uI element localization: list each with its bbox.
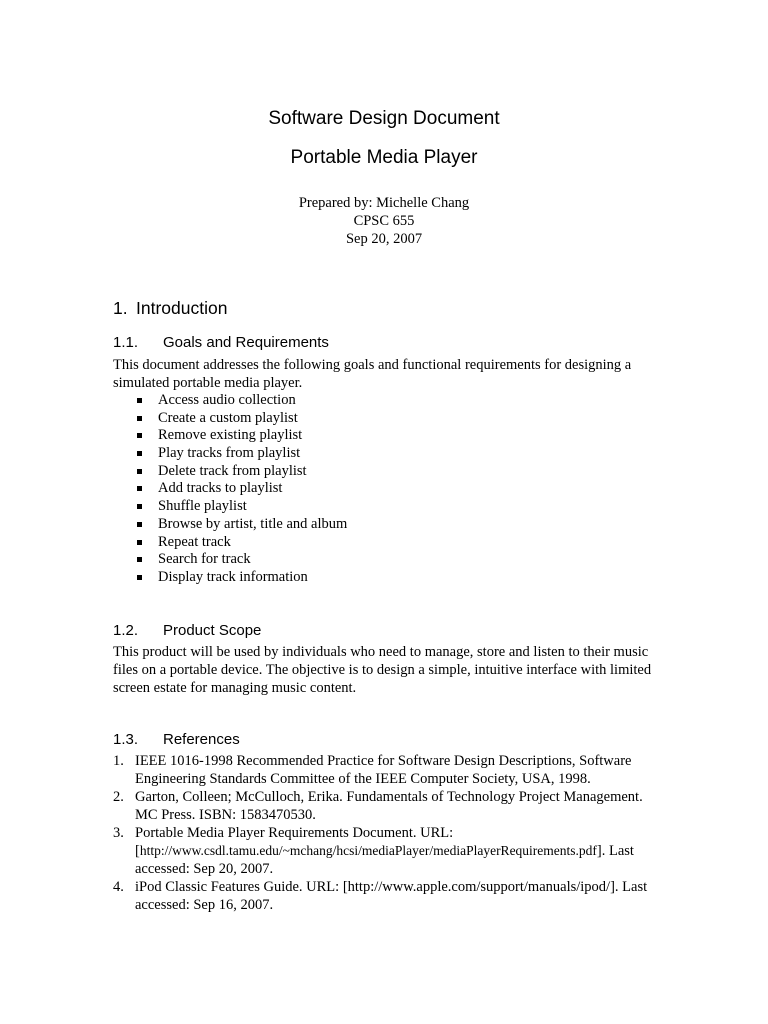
subsection-number: 1.2. (113, 622, 139, 639)
reference-text: Garton, Colleen; McCulloch, Erika. Fundamentals of Technology Project Management. MC Press. ISBN: 1583470530. (135, 789, 643, 823)
subsection-title: Goals and Requirements (163, 334, 329, 351)
reference-text: iPod Classic Features Guide. URL: [http://www.apple.com/support/manuals/ipod/]. Last accessed: Sep 16, 2007. (135, 879, 648, 913)
square-bullet-icon (137, 433, 142, 438)
requirement-text: Browse by artist, title and album (158, 515, 348, 532)
square-bullet-icon (137, 557, 142, 562)
reference-item (113, 878, 658, 914)
square-bullet-icon (137, 575, 142, 580)
subsection-heading-scope (113, 622, 261, 639)
square-bullet-icon (137, 398, 142, 403)
square-bullet-icon (137, 469, 142, 474)
section-heading-introduction (113, 298, 227, 319)
requirement-item (113, 427, 347, 445)
square-bullet-icon (137, 486, 142, 491)
document-date: Sep 20, 2007 (345, 231, 423, 247)
requirement-item (113, 480, 347, 498)
subsection-heading-goals (113, 334, 329, 351)
reference-text-after-url: ]. Last accessed: Sep 20, 2007. (135, 843, 634, 877)
requirements-list (113, 392, 347, 587)
requirement-text: Delete track from playlist (158, 462, 307, 479)
scope-paragraph: This product will be used by individuals who need to manage, store and listen to their music files on a portable device. The objective is to design a simple, intuitive interface with limited screen estate for managing music content. (113, 644, 652, 696)
requirement-item (113, 516, 347, 534)
reference-url: http://www.csdl.tamu.edu/~mchang/hcsi/mediaPlayer/mediaPlayerRequirements.pdf (139, 843, 597, 858)
reference-number: 3. (113, 825, 124, 841)
requirement-item (113, 463, 347, 481)
square-bullet-icon (137, 504, 142, 509)
author-block (0, 194, 768, 248)
square-bullet-icon (137, 540, 142, 545)
prepared-by: Prepared by: Michelle Chang (298, 195, 470, 211)
requirement-item (113, 445, 347, 463)
course-code: CPSC 655 (353, 213, 415, 229)
reference-number: 4. (113, 879, 124, 895)
reference-text: IEEE 1016-1998 Recommended Practice for Software Design Descriptions, Software Engineering Standards Committee of the IEEE Computer Society, USA, 1998. (135, 753, 632, 787)
reference-item (113, 788, 658, 824)
requirement-text: Remove existing playlist (158, 427, 303, 444)
reference-text-before-url: Portable Media Player Requirements Document. URL: [ (135, 825, 454, 859)
section-number: 1. (113, 298, 128, 318)
square-bullet-icon (137, 451, 142, 456)
subsection-number: 1.3. (113, 731, 139, 748)
requirement-text: Access audio collection (158, 392, 296, 408)
goals-intro-paragraph: This document addresses the following goals and functional requirements for designing a simulated portable media player. (113, 357, 632, 391)
square-bullet-icon (137, 522, 142, 527)
subsection-title: References (163, 731, 240, 748)
subsection-heading-references (113, 731, 240, 748)
reference-number: 2. (113, 789, 124, 805)
document-title: Software Design Document (268, 108, 500, 129)
requirement-text: Create a custom playlist (158, 409, 298, 426)
requirement-text: Shuffle playlist (158, 498, 247, 515)
requirement-item (113, 569, 347, 587)
requirement-text: Repeat track (158, 533, 231, 550)
reference-number: 1. (113, 753, 124, 769)
requirement-item (113, 534, 347, 552)
requirement-item (113, 410, 347, 428)
square-bullet-icon (137, 416, 142, 421)
subsection-title: Product Scope (163, 622, 262, 639)
requirement-text: Display track information (158, 568, 308, 585)
subsection-number: 1.1. (113, 334, 139, 351)
reference-item (113, 752, 658, 788)
requirement-text: Add tracks to playlist (158, 480, 283, 497)
document-subtitle: Portable Media Player (290, 147, 478, 168)
reference-item (113, 824, 658, 878)
requirement-item (113, 392, 347, 410)
requirement-text: Play tracks from playlist (158, 445, 301, 462)
section-title: Introduction (136, 298, 228, 318)
requirement-text: Search for track (158, 551, 251, 568)
requirement-item (113, 498, 347, 516)
references-list (113, 752, 658, 914)
requirement-item (113, 551, 347, 569)
